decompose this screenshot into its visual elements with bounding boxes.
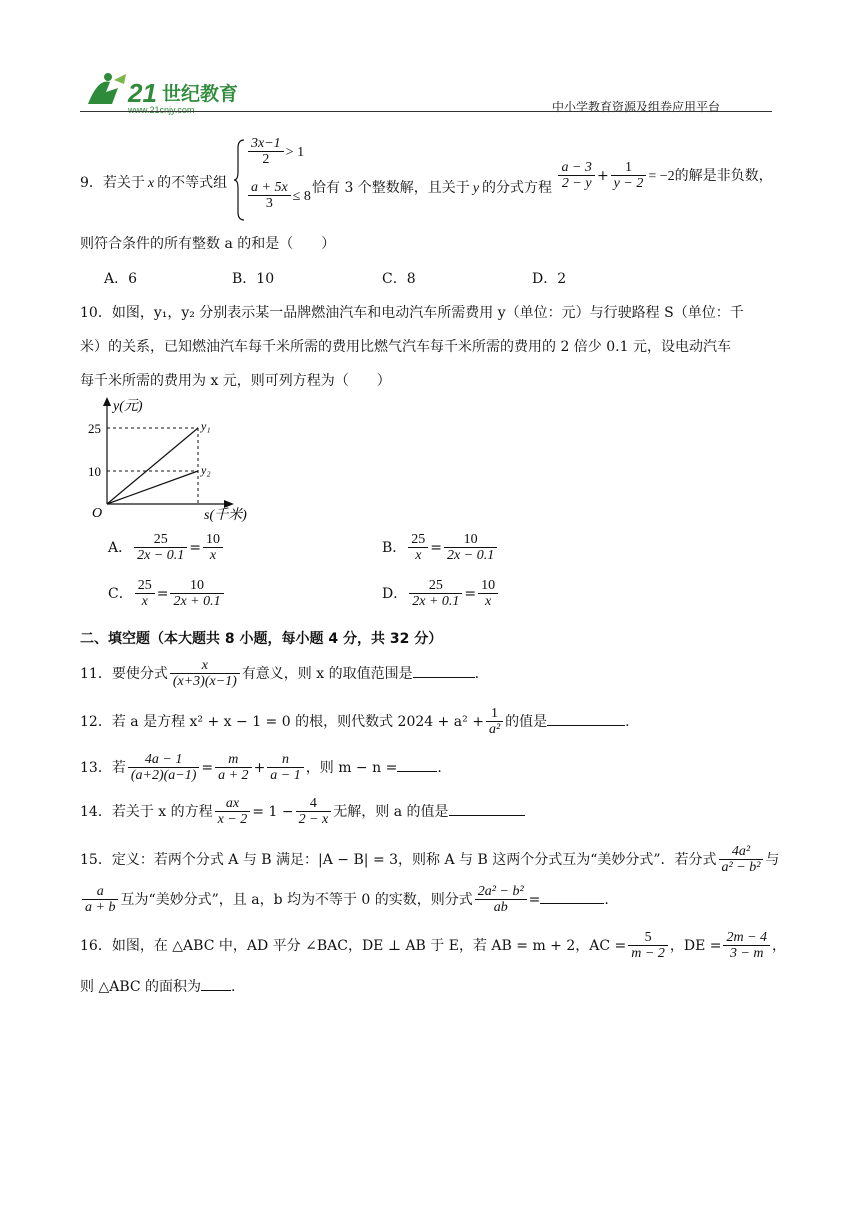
question-14: 14．若关于 x 的方程 $\frac{ax}{x - 2}$ = 1 − $\frac{4}{2 - x}$ 无解，则 a 的值是 [80, 796, 525, 828]
cost-graph [80, 394, 270, 524]
q10-line3: 每千米所需的费用为 x 元，则可列方程为（ ） [80, 373, 391, 389]
origin-label: O [92, 506, 103, 521]
q10-line2: 米）的关系，已知燃油汽车每千米所需的费用比燃气汽车每千米所需的费用的 2 倍少 0.1 元，设电动汽车 [80, 339, 731, 355]
option-d[interactable]: D． $\frac{25}{2x + 0.1}$ = $\frac{10}{x}$ [382, 578, 500, 610]
option-a[interactable]: A．6 [104, 271, 138, 287]
svg-text:21: 21 [128, 78, 157, 108]
question-12: 12．若 a 是方程 x² + x − 1 = 0 的根，则代数式 2024 + a² + $\frac{1}{\text{a²}}$ 的值是 . [80, 706, 630, 738]
answer-blank[interactable] [201, 976, 231, 991]
answer-blank[interactable] [413, 663, 475, 678]
question-9: 9．若关于 x 的不等式组 [80, 175, 228, 191]
y1-label: y₁ [201, 419, 211, 433]
answer-blank[interactable] [449, 801, 525, 816]
tick-10: 10 [88, 464, 101, 479]
platform-name: 中小学教育资源及组卷应用平台 [552, 100, 721, 114]
question-16-line2: 则 △ABC 的面积为 . [80, 976, 236, 996]
question-15-line2: $\frac{a}{a + b}$ 互为“美妙分式”，且 a，b 均为不等于 0 的实数，则分式 $\frac{\text{2a² − b²}}{ab}$ = . [80, 884, 609, 916]
q9-continuation: 恰有 3 个整数解，且关于 y 的分式方程 $\frac{a - 3}{2 - y}$ + $\frac{1}{y - 2}$ = −2的解是非负数， [312, 160, 773, 196]
svg-text:世纪教育: 世纪教育 [162, 83, 239, 105]
logo-url: www.21cnjy.com [128, 105, 195, 115]
answer-blank[interactable] [540, 889, 604, 904]
question-16: 16．如图，在 △ABC 中，AD 平分 ∠BAC，DE ⊥ AB 于 E，若 AB = m + 2，AC = $\frac{5}{m - 2}$ ，DE = $\frac{2m - 4}{3 - m}$ ， [80, 930, 787, 962]
question-13: 13．若 $\frac{4a - 1}{(a+2)(a-1)}$ = $\frac{m}{a + 2}$ + $\frac{n}{a - 1}$ ，则 m − n = . [80, 752, 442, 784]
brace-icon [234, 138, 246, 222]
answer-blank[interactable] [397, 757, 437, 772]
option-d[interactable]: D．2 [532, 271, 567, 287]
option-b[interactable]: B．10 [232, 271, 275, 287]
y2-label: y₂ [201, 463, 211, 477]
tick-25: 25 [88, 421, 101, 436]
question-11: 11．要使分式 $\frac{x}{(x+3)(x-1)}$ 有意义，则 x 的取值范围是 . [80, 658, 480, 690]
option-b[interactable]: B． $\frac{25}{x}$ = $\frac{10}{2x - 0.1}$ [382, 532, 499, 564]
option-a[interactable]: A． $\frac{25}{2x - 0.1}$ = $\frac{10}{x}$ [108, 532, 225, 564]
y-axis-label: y(元) [113, 399, 143, 414]
q9-line2: 则符合条件的所有整数 a 的和是（ ） [80, 236, 336, 252]
x-axis-label: s(千米) [204, 508, 247, 523]
option-c[interactable]: C． $\frac{25}{x}$ = $\frac{10}{2x + 0.1}$ [108, 578, 226, 610]
header-rule [80, 111, 772, 112]
q10-line1: 10．如图，y₁，y₂ 分别表示某一品牌燃油汽车和电动汽车所需费用 y（单位：元）与行驶路程 S（单位：千 [80, 305, 744, 321]
section-heading: 二、填空题（本大题共 8 小题，每小题 4 分，共 32 分） [80, 631, 443, 647]
q-number: 9． [80, 175, 103, 191]
question-15: 15．定义：若两个分式 A 与 B 满足：|A − B| = 3，则称 A 与 B 这两个分式互为“美妙分式”．若分式 $\frac{\text{4a²}}{\text{a² − b²}}$ 与 [80, 844, 780, 876]
logo-icon [78, 68, 248, 116]
option-c[interactable]: C．8 [382, 271, 416, 287]
answer-blank[interactable] [547, 711, 625, 726]
